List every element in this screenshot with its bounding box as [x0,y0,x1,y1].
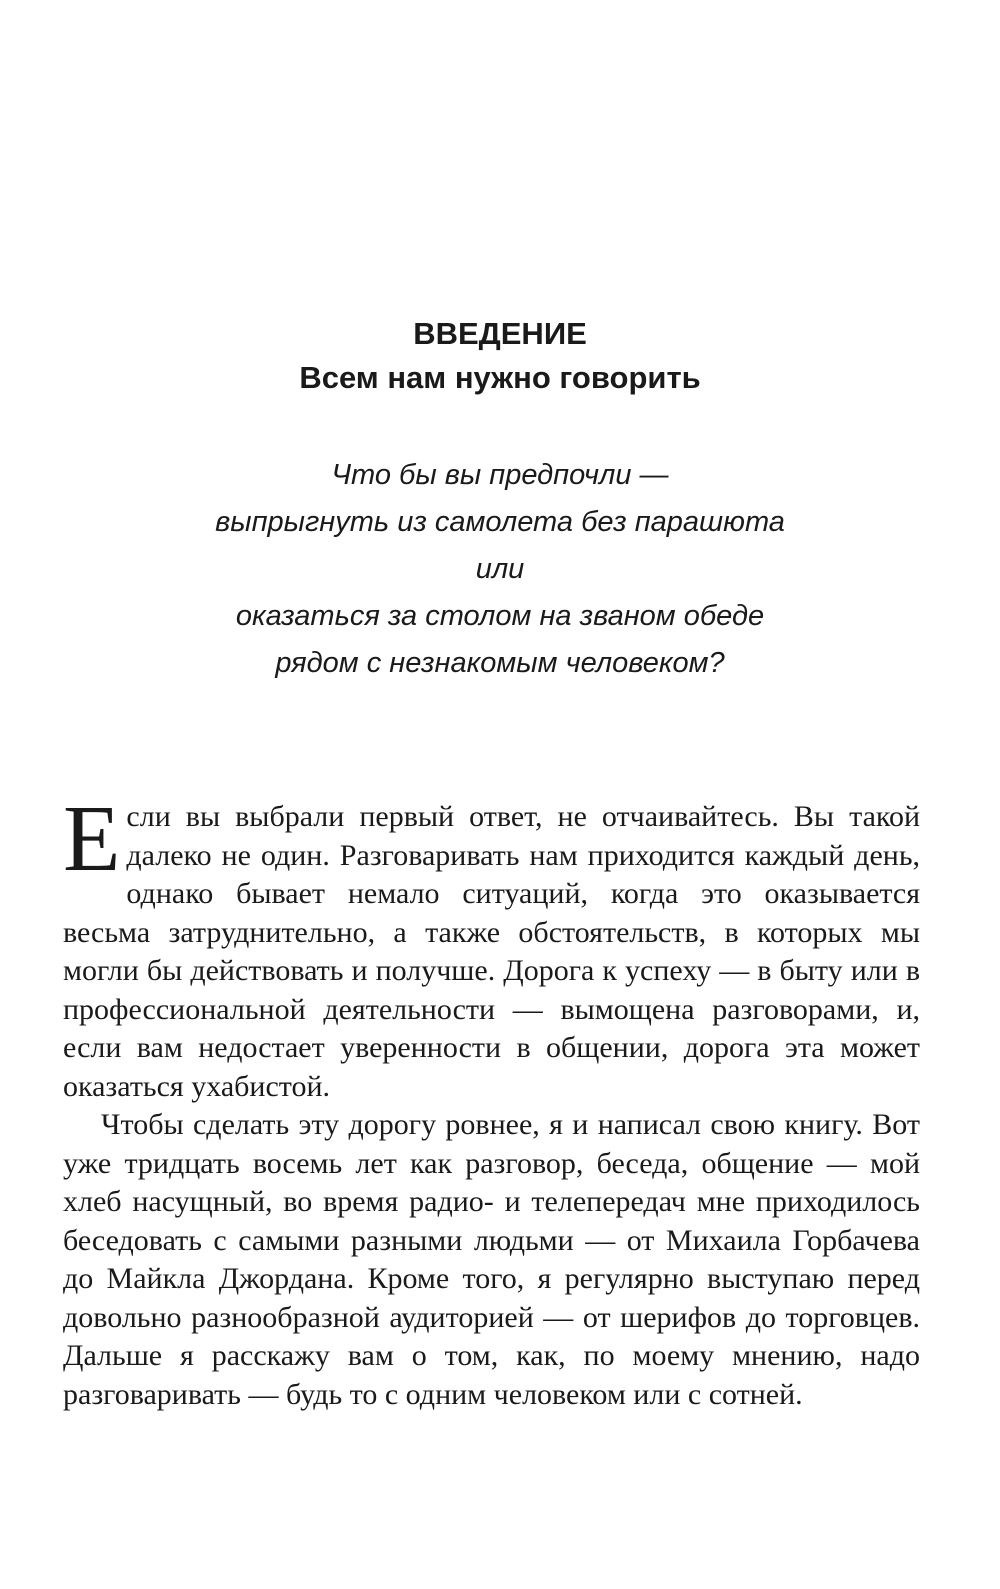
paragraph-1 [63,787,920,1106]
chapter-heading [0,312,1000,400]
epigraph-line: выпрыгнуть из самолета без парашюта [215,506,785,538]
paragraph-1-text: сли вы выбрали первый ответ, не отчаивайтесь. Вы такой далеко не один. Разговаривать нам приходится каждый день, однако бывает немало ситуаций, когда это оказывается весьма затруднительно, а также обстоятельств, в которых мы могли бы действовать и получше. Дорога к успеху — в быту или в профессиональной деятельности — вымощена разговорами, и, если вам недостает уверенности в общении, дорога эта может оказаться ухабистой. [63,800,920,1103]
epigraph-line: оказаться за столом на званом обеде [235,600,765,632]
chapter-label: ВВЕДЕНИЕ [413,316,587,351]
drop-cap: Е [63,787,121,891]
paragraph-2: Чтобы сделать эту дорогу ровнее, я и написал свою книгу. Вот уже тридцать восемь лет как разговор, беседа, общение — мой хлеб насущный, во время радио- и телепередач мне приходилось беседовать с самыми разными людьми — от Михаила Горбачева до Майкла Джордана. Кроме того, я регулярно выступаю перед довольно разнообразной аудиторией — от шерифов до торговцев. Дальше я расскажу вам о том, как, по моему мнению, надо разговаривать — будь то с одним человеком или с сотней. [63,1108,920,1411]
chapter-title: Всем нам нужно говорить [299,360,701,395]
epigraph-line: или [475,553,525,585]
epigraph [0,452,1000,687]
body-text [63,787,920,1414]
epigraph-line: Что бы вы предпочли — [331,459,669,491]
epigraph-line: рядом с незнакомым человеком? [275,647,725,679]
